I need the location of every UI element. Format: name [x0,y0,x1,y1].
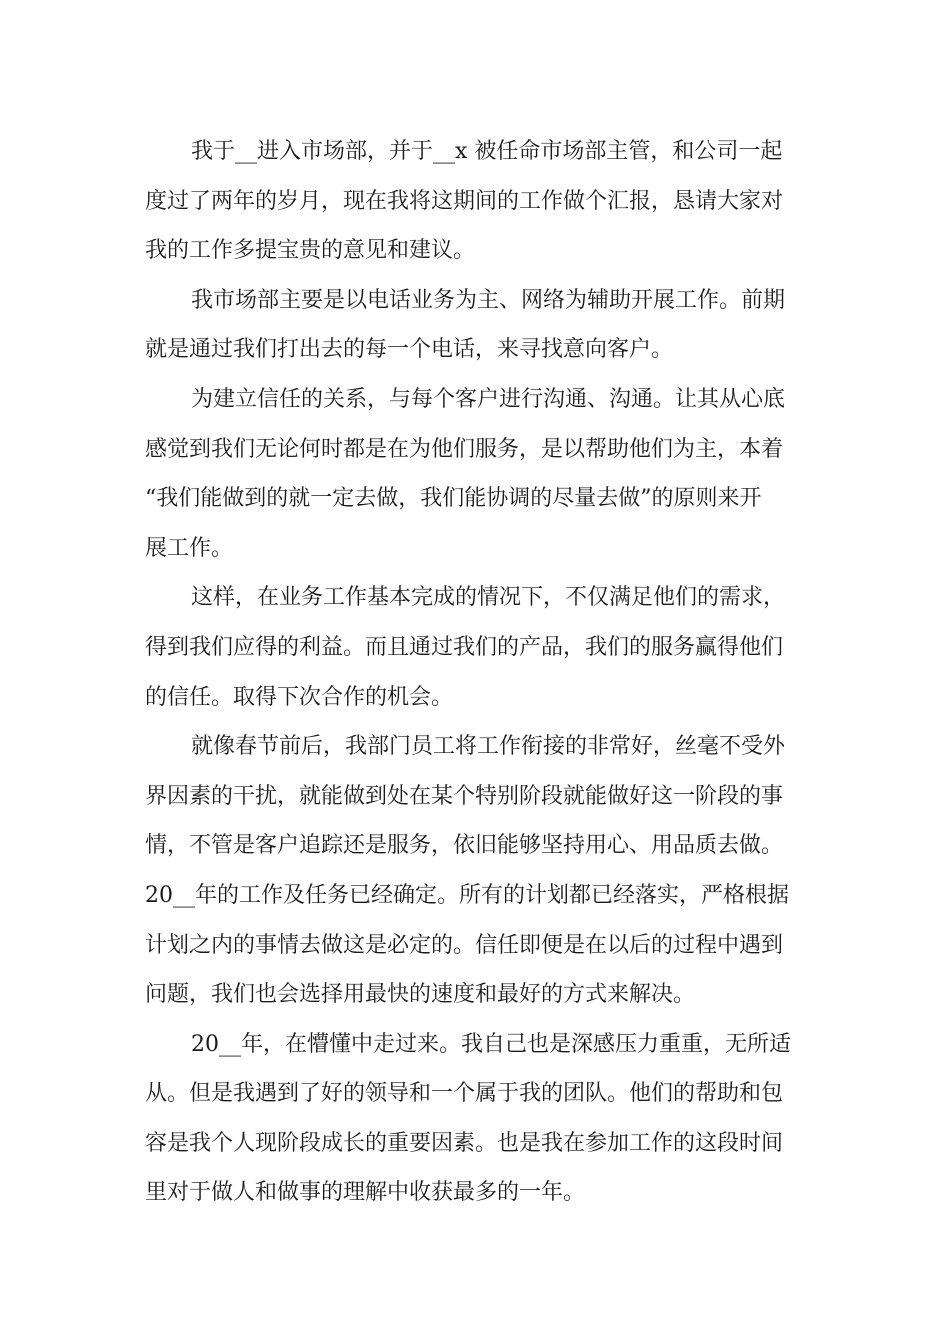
paragraph-line: 这样，在业务工作基本完成的情况下，不仅满足他们的需求， [191,585,786,611]
paragraph-line: 情，不管是客户追踪还是服务，依旧能够坚持用心、用品质去做。 [145,833,784,859]
paragraph-line: 就是通过我们打出去的每一个电话，来寻找意向客户。 [145,337,674,363]
paragraph-line: 容是我个人现阶段成长的重要因素。也是我在参加工作的这段时间 [145,1130,784,1156]
paragraph-line: 计划之内的事情去做这是必定的。信任即便是在以后的过程中遇到 [145,932,784,958]
paragraph-6 [145,1020,810,1218]
paragraph-line: 我市场部主要是以电话业务为主、网络为辅助开展工作。前期 [191,287,786,313]
paragraph-3 [145,375,810,573]
paragraph-line: 界因素的干扰，就能做到处在某个特别阶段就能做好这一阶段的事 [145,783,784,809]
paragraph-line: 我于__进入市场部，并于__x 被任命市场部主管，和公司一起 [191,139,783,164]
paragraph-line: 感觉到我们无论何时都是在为他们服务，是以帮助他们为主，本着 [145,436,784,462]
document-body [145,127,810,1218]
paragraph-line: 我的工作多提宝贵的意见和建议。 [145,238,476,264]
paragraph-line: 得到我们应得的利益。而且通过我们的产品，我们的服务赢得他们 [145,634,784,660]
paragraph-line: 就像春节前后，我部门员工将工作衔接的非常好，丝毫不受外 [191,734,786,760]
paragraph-line: 里对于做人和做事的理解中收获最多的一年。 [145,1180,586,1206]
paragraph-5 [145,722,810,1020]
paragraph-4 [145,573,810,722]
paragraph-line: 20__年，在懵懂中走过来。我自己也是深感压力重重，无所适 [191,1031,791,1057]
paragraph-line: “我们能做到的就一定去做，我们能协调的尽量去做”的原则来开 [145,486,762,512]
paragraph-line: 的信任。取得下次合作的机会。 [145,684,454,710]
paragraph-line: 为建立信任的关系，与每个客户进行沟通、沟通。让其从心底 [191,386,786,412]
paragraph-line: 20__年的工作及任务已经确定。所有的计划都已经落实，严格根据 [145,882,789,908]
paragraph-1 [145,127,810,276]
paragraph-line: 从。但是我遇到了好的领导和一个属于我的团队。他们的帮助和包 [145,1081,784,1107]
paragraph-line: 度过了两年的岁月，现在我将这期间的工作做个汇报，恳请大家对 [145,188,784,214]
paragraph-2 [145,276,810,375]
paragraph-line: 问题，我们也会选择用最快的速度和最好的方式来解决。 [145,982,696,1008]
paragraph-line: 展工作。 [145,535,234,561]
